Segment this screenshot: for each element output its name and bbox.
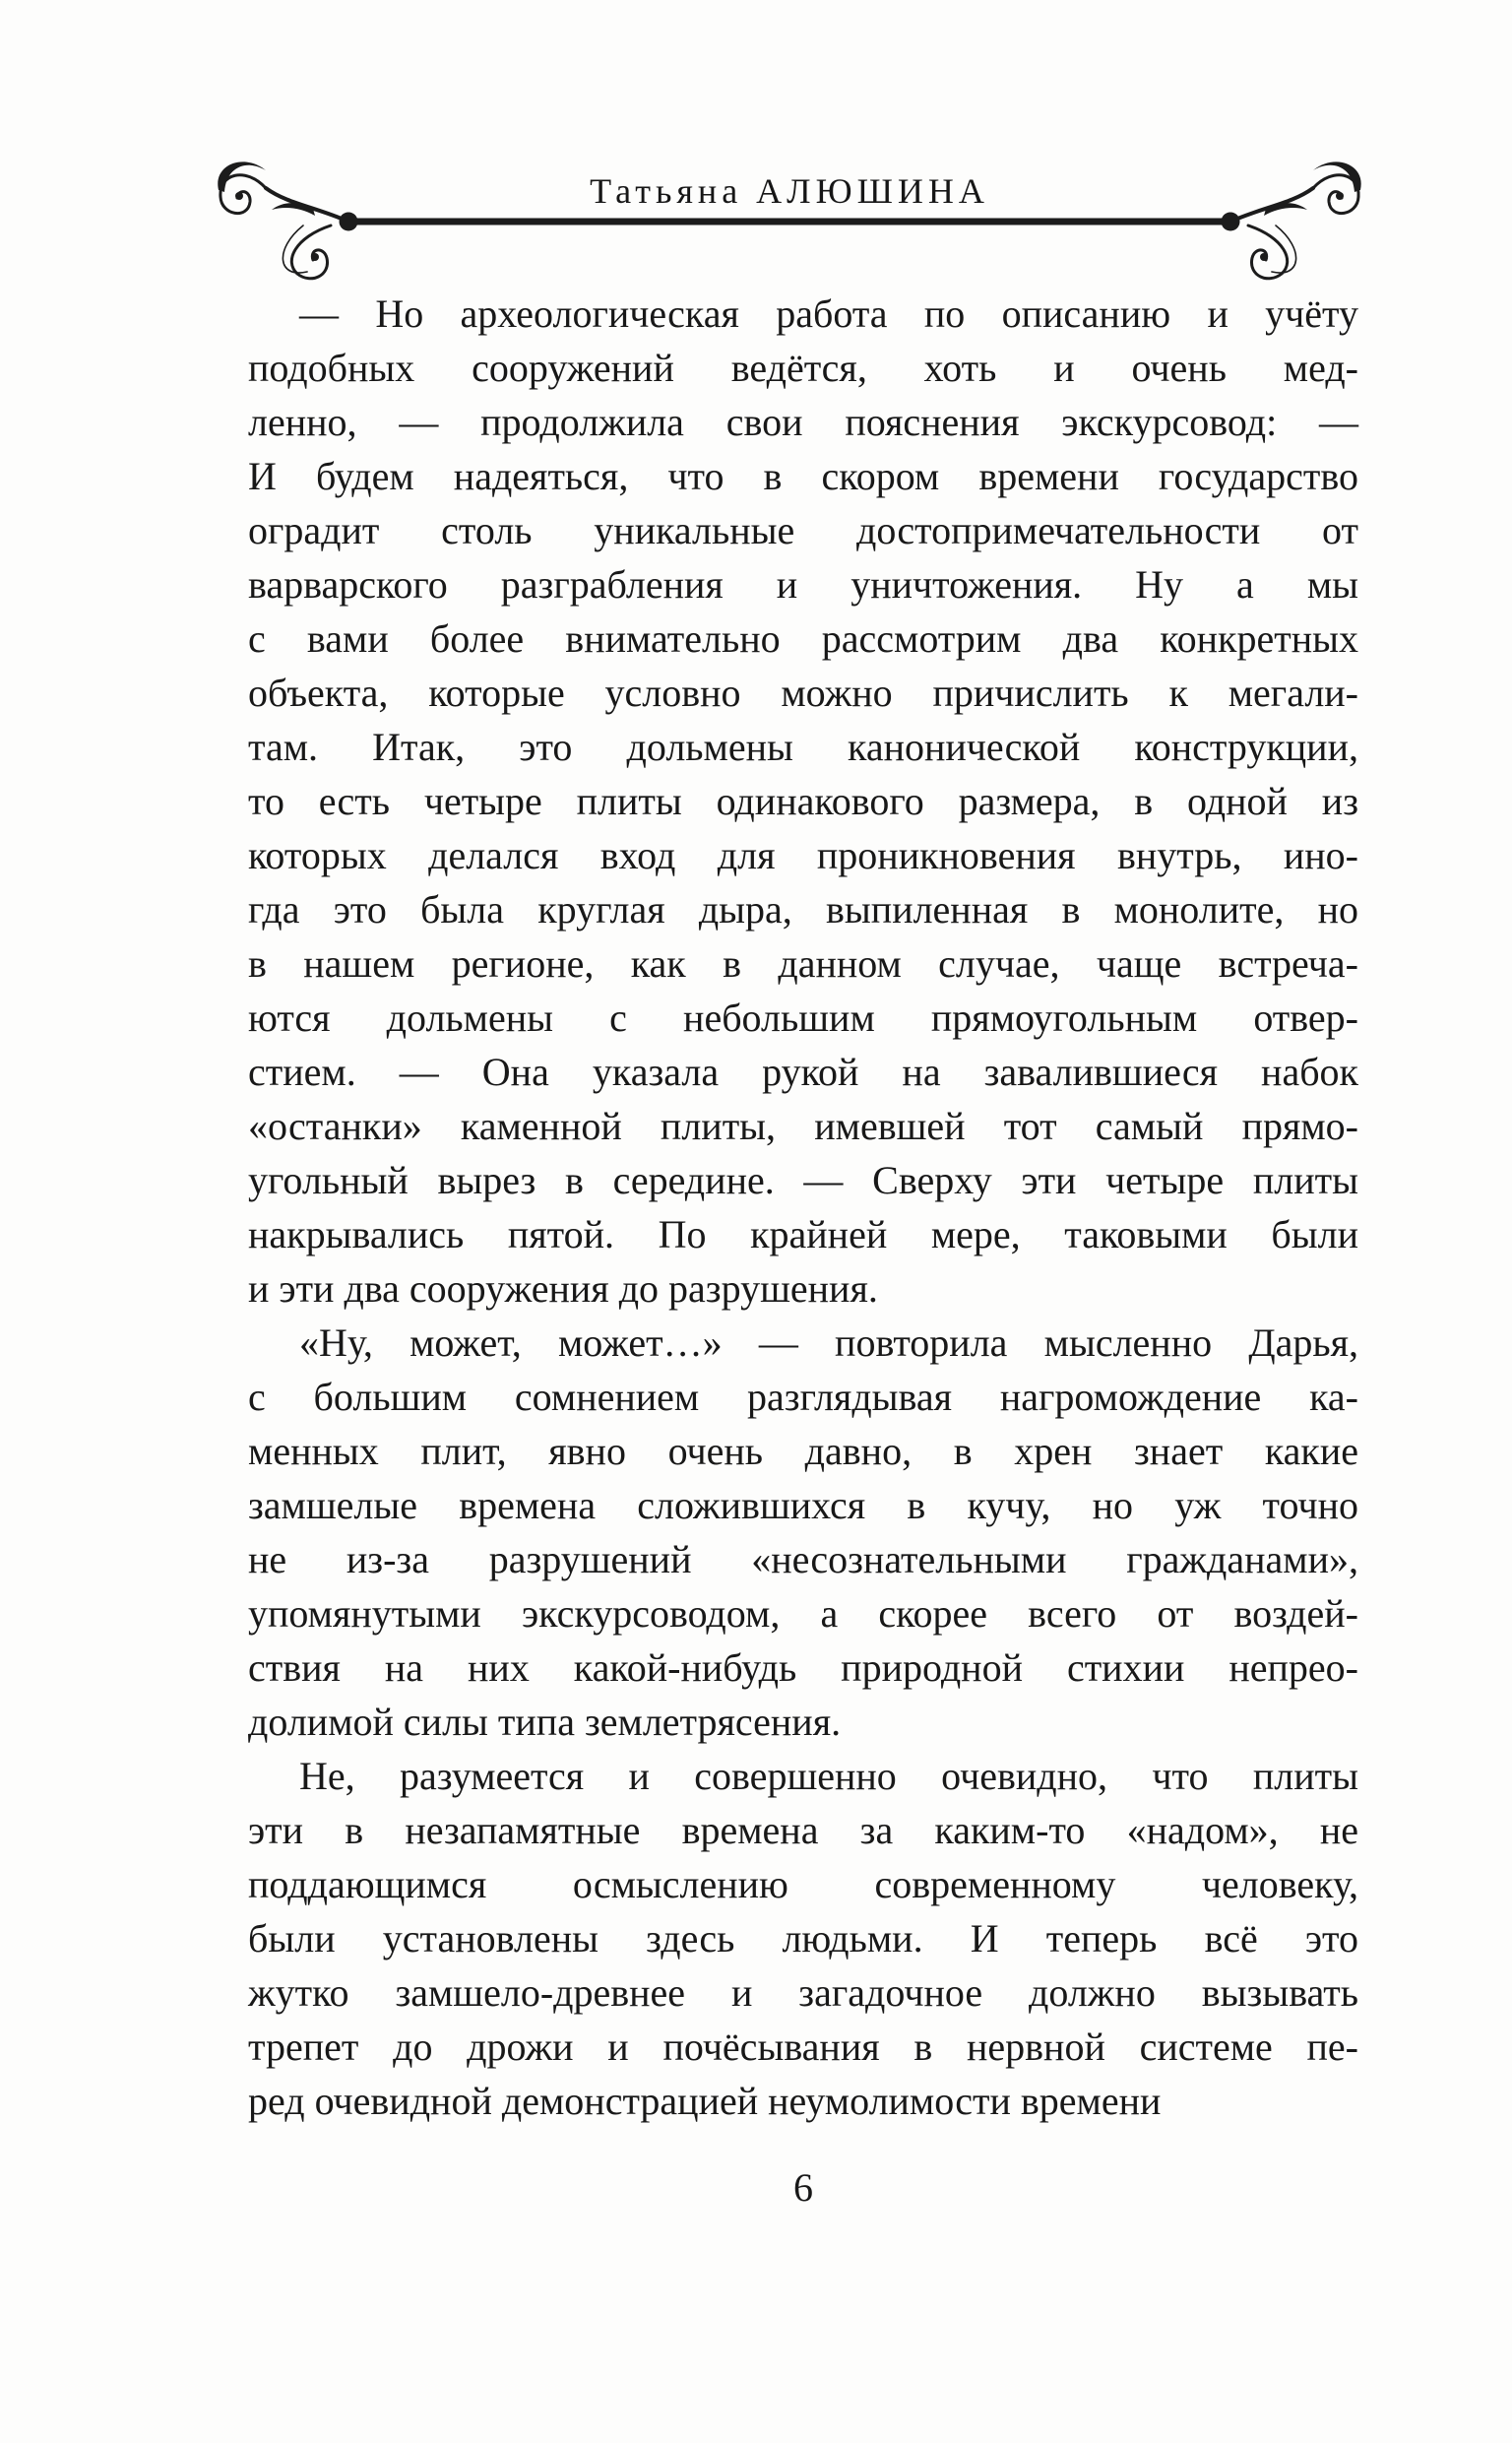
text-line: эти в незапамятные времена за каким-то «надом», не xyxy=(248,1808,1358,1852)
text-line: трепет до дрожи и почёсывания в нервной системе пе- xyxy=(248,2025,1358,2069)
text-line: ются дольмены с небольшим прямоугольным отвер- xyxy=(248,996,1358,1040)
text-line: долимой силы типа землетрясения. xyxy=(248,1700,842,1744)
text-line: с вами более внимательно рассмотрим два конкретных xyxy=(248,616,1358,661)
text-line: в нашем регионе, как в данном случае, чаще встреча- xyxy=(248,941,1358,986)
text-line: ствия на них какой-нибудь природной стихии непрео- xyxy=(248,1645,1358,1690)
page-header xyxy=(211,153,1368,305)
text-line: объекта, которые условно можно причислить к мегали- xyxy=(248,671,1358,715)
text-line: там. Итак, это дольмены канонической конструкции, xyxy=(248,725,1358,769)
text-line: «Ну, может, может…» — повторила мысленно Дарья, xyxy=(299,1320,1358,1365)
text-line: упомянутыми экскурсоводом, а скорее всего от воздей- xyxy=(248,1591,1358,1636)
text-line: не из-за разрушений «несознательными гражданами», xyxy=(248,1537,1358,1581)
text-line: оградит столь уникальные достопримечательности от xyxy=(248,508,1358,552)
text-line: и эти два сооружения до разрушения. xyxy=(248,1266,878,1311)
text-line: ред очевидной демонстрацией неумолимости времени xyxy=(248,2079,1162,2123)
text-line: И будем надеяться, что в скором времени государство xyxy=(248,454,1358,498)
text-line: жутко замшело-древнее и загадочное должно вызывать xyxy=(248,1970,1358,2015)
body-text xyxy=(248,287,1358,2128)
text-line: гда это была круглая дыра, выпиленная в монолите, но xyxy=(248,887,1358,932)
text-line: с большим сомнением разглядывая нагромождение ка- xyxy=(248,1375,1358,1419)
text-line: стием. — Она указала рукой на завалившиеся набок xyxy=(248,1050,1358,1094)
text-line: подобных сооружений ведётся, хоть и очень мед- xyxy=(248,346,1358,390)
text-line: угольный вырез в середине. — Сверху эти четыре плиты xyxy=(248,1158,1358,1202)
paragraph xyxy=(248,287,1358,1316)
text-line: которых делался вход для проникновения внутрь, ино- xyxy=(248,833,1358,877)
author-name: Татьяна АЛЮШИНА xyxy=(590,171,989,211)
text-line: «останки» каменной плиты, имевшей тот самый прямо- xyxy=(248,1104,1358,1148)
text-line: Не, разумеется и совершенно очевидно, что плиты xyxy=(299,1754,1358,1798)
paragraph xyxy=(248,1316,1358,1749)
text-line: менных плит, явно очень давно, в хрен знает какие xyxy=(248,1429,1358,1473)
page-number: 6 xyxy=(793,2165,813,2210)
text-line: накрывались пятой. По крайней мере, таковыми были xyxy=(248,1212,1358,1256)
divider-line xyxy=(340,213,1240,231)
text-line: варварского разграбления и уничтожения. Ну а мы xyxy=(248,562,1358,607)
text-line: ленно, — продолжила свои пояснения экскурсовод: — xyxy=(248,400,1358,444)
text-line: поддающимся осмыслению современному человеку, xyxy=(248,1862,1358,1906)
paragraph xyxy=(248,1749,1358,2128)
text-line: то есть четыре плиты одинакового размера, в одной из xyxy=(248,779,1358,823)
text-line: замшелые времена сложившихся в кучу, но уж точно xyxy=(248,1483,1358,1527)
text-line: — Но археологическая работа по описанию и учёту xyxy=(299,291,1358,336)
text-line: были установлены здесь людьми. И теперь всё это xyxy=(248,1916,1358,1961)
